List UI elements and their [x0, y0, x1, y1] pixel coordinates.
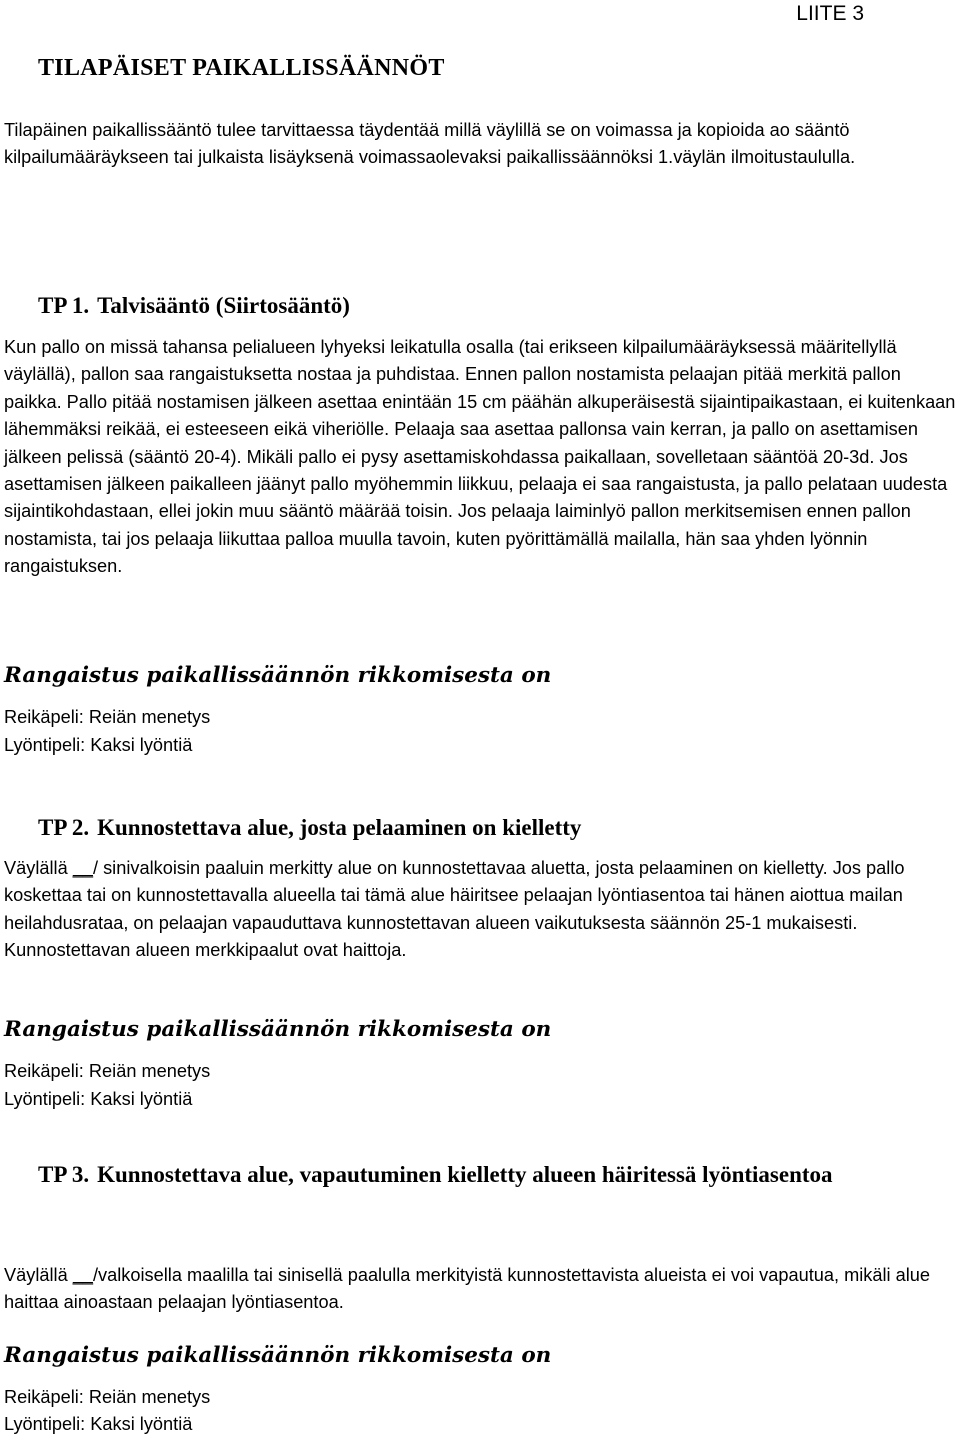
rule-2-penalty-heading: Rangaistus paikallissäännön rikkomisesta on: [4, 1017, 552, 1042]
rule-2-penalty-matchplay: Reikäpeli: Reiän menetys: [4, 1061, 211, 1081]
rule-2-heading: [38, 811, 938, 845]
annex-label: LIITE 3: [796, 2, 864, 25]
rule-3-fairway-blank: __: [72, 1265, 93, 1285]
rule-3-penalty-strokeplay: Lyöntipeli: Kaksi lyöntiä: [4, 1414, 193, 1434]
rule-3-penalty-heading: Rangaistus paikallissäännön rikkomisesta on: [4, 1343, 552, 1368]
rule-1-text: Kun pallo on missä tahansa pelialueen lyhyeksi leikatulla osalla (tai erikseen kilpailumääräyksessä määritellyllä väylällä), pallon saa rangaistuksetta nostaa ja puhdistaa. Ennen pallon nostamista pelaajan pitää merkitä pallon paikka. Pallo pitää nostamisen jälkeen asettaa enintään 15 cm päähän alkuperäisestä sijaintipaikastaan, ei kuitenkaan lähemmäksi reikää, ei esteeseen eikä viheriölle. Pelaaja saa asettaa pallonsa vain kerran, ja pallo on asettamisen jälkeen pelissä (sääntö 20-4). Mikäli pallo ei pysy asettamiskohdassa paikallaan, sovelletaan sääntöä 20-3d. Jos asettamisen jälkeen paikalleen jäänyt pallo myöhemmin liikkuu, pelaaja ei saa rangaistusta, ja pallo pelataan uudesta sijaintikohdastaan, ellei jokin muu sääntö määrää toisin. Jos pelaaja laiminlyö pallon merkitsemisen ennen pallon nostamista, tai jos pelaaja liikuttaa palloa muulla tavoin, kuten pyörittämällä mailalla, hän saa yhden lyönnin rangaistuksen.: [4, 337, 956, 577]
intro-paragraph: Tilapäinen paikallissääntö tulee tarvittaessa täydentää millä väylillä se on voimassa ja kopioida ao sääntö kilpailumääräykseen tai julkaista lisäyksenä voimassaolevaksi paikallissäännöksi 1.väylän ilmoitustaululla.: [4, 120, 856, 168]
rule-3-text: [4, 1262, 956, 1317]
rule-3-heading: [38, 1158, 938, 1192]
rule-1-penalty-strokeplay: Lyöntipeli: Kaksi lyöntiä: [4, 735, 193, 755]
rule-1-number: TP 1.: [38, 293, 90, 318]
rule-1-title: Talvisääntö (Siirtosääntö): [97, 293, 350, 318]
rule-3-number: TP 3.: [38, 1162, 90, 1187]
rule-3-text-start: Väylällä: [4, 1265, 73, 1285]
rule-2-number: TP 2.: [38, 815, 90, 840]
rule-3-title: Kunnostettava alue, vapautuminen kielletty alueen häiritessä lyöntiasentoa: [97, 1162, 833, 1187]
document-title: TILAPÄISET PAIKALLISSÄÄNNÖT: [38, 55, 445, 81]
rule-3-penalty-matchplay: Reikäpeli: Reiän menetys: [4, 1387, 211, 1407]
rule-2-text: [4, 855, 956, 965]
rule-2-title: Kunnostettava alue, josta pelaaminen on kielletty: [97, 815, 582, 840]
rule-1-penalty-matchplay: Reikäpeli: Reiän menetys: [4, 707, 211, 727]
rule-2-fairway-blank: __: [72, 858, 93, 878]
rule-3-text-end: /valkoisella maalilla tai sinisellä paalulla merkityistä kunnostettavista alueista ei voi vapautua, mikäli alue haittaa ainoastaan pelaajan lyöntiasentoa.: [4, 1265, 931, 1313]
rule-1-heading: [38, 289, 938, 323]
rule-2-penalty-strokeplay: Lyöntipeli: Kaksi lyöntiä: [4, 1089, 193, 1109]
rule-2-text-end: / sinivalkoisin paaluin merkitty alue on kunnostettavaa aluetta, josta pelaaminen on kielletty. Jos pallo koskettaa tai on kunnostettavalla alueella tai tämä alue häiritsee pelaajan lyöntiasentoa tai hänen aiottua mailan heilahdusrataa, on pelaajan vapauduttava kunnostettavan alueen vaikutuksesta säännön 25-1 mukaisesti. Kunnostettavan alueen merkkipaalut ovat haittoja.: [4, 858, 905, 961]
rule-2-text-start: Väylällä: [4, 858, 73, 878]
rule-1-penalty-heading: Rangaistus paikallissäännön rikkomisesta on: [4, 663, 552, 688]
